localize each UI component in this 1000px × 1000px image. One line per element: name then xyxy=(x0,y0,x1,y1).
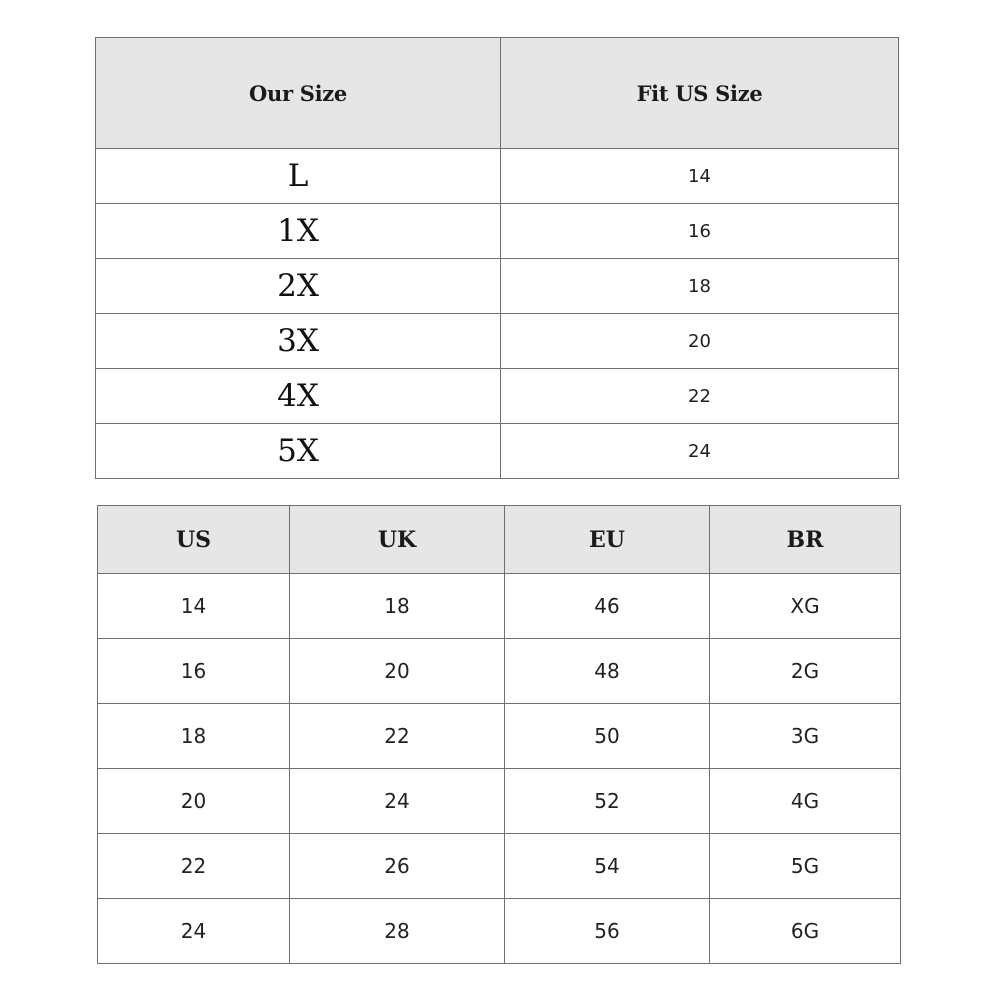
us-cell: 14 xyxy=(98,574,290,639)
fit-us-size-cell: 20 xyxy=(501,314,899,369)
uk-cell: 18 xyxy=(290,574,505,639)
table-row xyxy=(96,369,899,424)
our-size-cell: 1X xyxy=(96,204,501,259)
table-row xyxy=(98,769,901,834)
br-cell: 6G xyxy=(710,899,901,964)
fit-us-size-cell: 14 xyxy=(501,149,899,204)
header-eu: EU xyxy=(505,506,710,574)
eu-cell: 46 xyxy=(505,574,710,639)
fit-us-size-cell: 22 xyxy=(501,369,899,424)
uk-cell: 28 xyxy=(290,899,505,964)
us-cell: 20 xyxy=(98,769,290,834)
eu-cell: 52 xyxy=(505,769,710,834)
size-conversion-table xyxy=(97,505,901,964)
table-row xyxy=(98,704,901,769)
our-size-table xyxy=(95,37,899,479)
table-row xyxy=(96,204,899,259)
fit-us-size-cell: 16 xyxy=(501,204,899,259)
header-fit-us-size: Fit US Size xyxy=(501,38,899,149)
br-cell: 4G xyxy=(710,769,901,834)
table-row xyxy=(96,424,899,479)
table-row xyxy=(98,574,901,639)
our-size-cell: L xyxy=(96,149,501,204)
table-row xyxy=(98,834,901,899)
uk-cell: 20 xyxy=(290,639,505,704)
eu-cell: 50 xyxy=(505,704,710,769)
our-size-cell: 5X xyxy=(96,424,501,479)
table-row xyxy=(98,899,901,964)
uk-cell: 24 xyxy=(290,769,505,834)
eu-cell: 54 xyxy=(505,834,710,899)
table-row xyxy=(96,149,899,204)
header-our-size: Our Size xyxy=(96,38,501,149)
uk-cell: 22 xyxy=(290,704,505,769)
eu-cell: 48 xyxy=(505,639,710,704)
header-br: BR xyxy=(710,506,901,574)
us-cell: 16 xyxy=(98,639,290,704)
table-header-row xyxy=(96,38,899,149)
us-cell: 22 xyxy=(98,834,290,899)
our-size-cell: 2X xyxy=(96,259,501,314)
header-us: US xyxy=(98,506,290,574)
our-size-cell: 3X xyxy=(96,314,501,369)
table-header-row xyxy=(98,506,901,574)
table-row xyxy=(96,314,899,369)
br-cell: 2G xyxy=(710,639,901,704)
table-row xyxy=(96,259,899,314)
fit-us-size-cell: 18 xyxy=(501,259,899,314)
br-cell: XG xyxy=(710,574,901,639)
header-uk: UK xyxy=(290,506,505,574)
uk-cell: 26 xyxy=(290,834,505,899)
eu-cell: 56 xyxy=(505,899,710,964)
br-cell: 3G xyxy=(710,704,901,769)
our-size-cell: 4X xyxy=(96,369,501,424)
table-row xyxy=(98,639,901,704)
br-cell: 5G xyxy=(710,834,901,899)
fit-us-size-cell: 24 xyxy=(501,424,899,479)
us-cell: 18 xyxy=(98,704,290,769)
us-cell: 24 xyxy=(98,899,290,964)
